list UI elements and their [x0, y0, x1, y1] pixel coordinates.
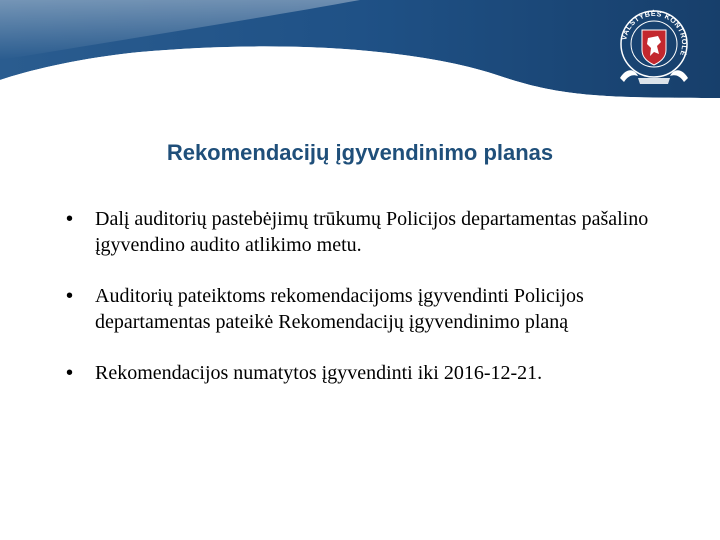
bullet-marker: •	[66, 285, 74, 307]
list-item	[66, 360, 696, 386]
list-item	[66, 283, 696, 335]
bullet-text: Dalį auditorių pastebėjimų trūkumų Policijos departamentas pašalino įgyvendino audito atlikimo metu.	[95, 208, 649, 256]
header-banner	[0, 0, 720, 100]
emblem-ring-text: VALSTYBĖS KONTROLĖ	[619, 8, 690, 58]
bullet-list	[66, 206, 696, 411]
list-item	[66, 206, 696, 258]
bullet-text: Rekomendacijos numatytos įgyvendinti iki 2016-12-21.	[95, 362, 543, 384]
bullet-marker: •	[66, 362, 74, 384]
valstybes-kontrole-emblem-icon	[608, 6, 700, 90]
bullet-marker: •	[66, 208, 74, 230]
bullet-text: Auditorių pateiktoms rekomendacijoms įgyvendinti Policijos departamentas pateikė Rekomendacijų įgyvendinimo planą	[95, 285, 584, 333]
slide-title: Rekomendacijų įgyvendinimo planas	[166, 140, 554, 165]
